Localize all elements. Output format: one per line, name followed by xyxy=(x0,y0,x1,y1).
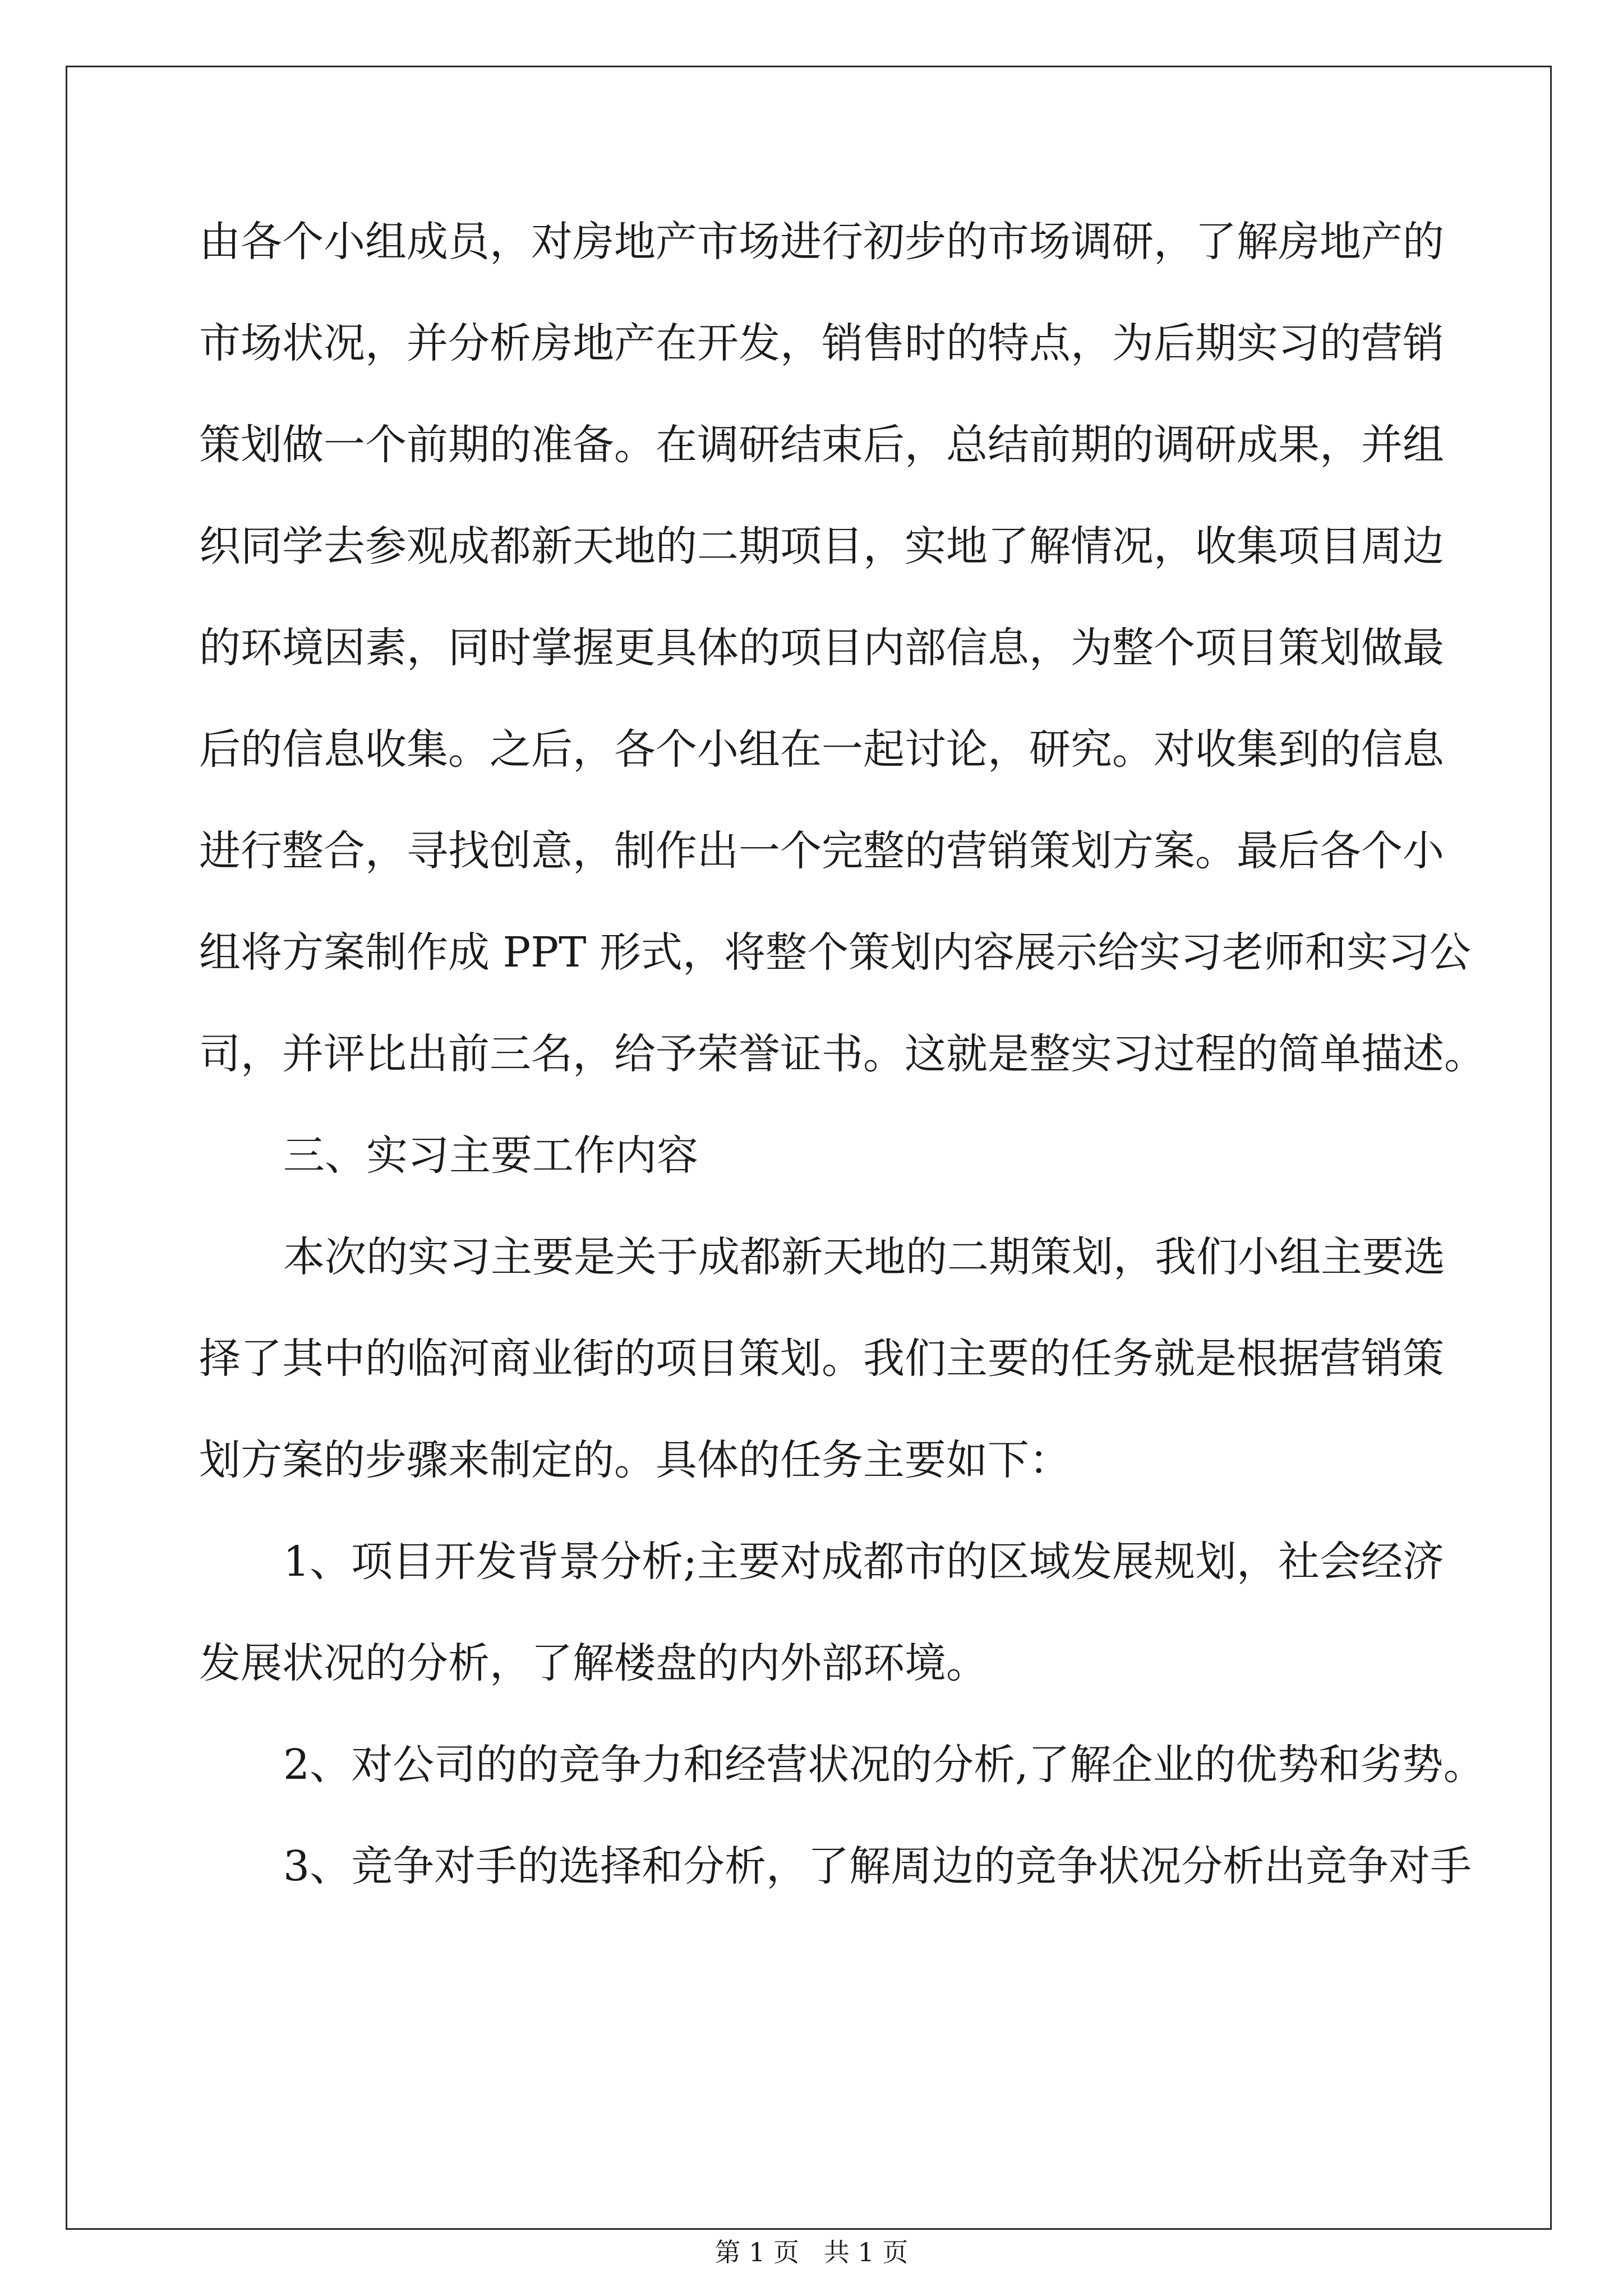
body-line-12: 择了其中的临河商业街的项目策划。我们主要的任务就是根据营销策 xyxy=(199,1335,1444,1383)
list-item-1-line-2: 发展状况的分析，了解楼盘的内外部环境。 xyxy=(199,1639,988,1687)
page-number-footer: 第 1 页 共 1 页 xyxy=(714,2237,909,2267)
body-line-1: 由各个小组成员，对房地产市场进行初步的市场调研，了解房地产的 xyxy=(199,218,1444,266)
body-line-7: 进行整合，寻找创意，制作出一个完整的营销策划方案。最后各个小 xyxy=(199,827,1444,875)
section-heading: 三、实习主要工作内容 xyxy=(283,1131,698,1180)
body-line-6: 后的信息收集。之后，各个小组在一起讨论，研究。对收集到的信息 xyxy=(199,725,1444,774)
body-line-8: 组将方案制作成 PPT 形式，将整个策划内容展示给实习老师和实习公 xyxy=(199,928,1471,977)
list-item-2: 2、对公司的的竞争力和经营状况的分析,了解企业的优势和劣势。 xyxy=(283,1741,1485,1789)
list-item-1-line-1: 1、项目开发背景分析;主要对成都市的区域发展规划，社会经济 xyxy=(283,1538,1445,1586)
body-line-4: 织同学去参观成都新天地的二期项目，实地了解情况，收集项目周边 xyxy=(199,522,1444,570)
body-line-13: 划方案的步骤来制定的。具体的任务主要如下： xyxy=(199,1436,1071,1484)
body-line-11: 本次的实习主要是关于成都新天地的二期策划，我们小组主要选 xyxy=(283,1233,1445,1281)
body-line-3: 策划做一个前期的准备。在调研结束后，总结前期的调研成果，并组 xyxy=(199,421,1444,469)
body-line-2: 市场状况，并分析房地产在开发，销售时的特点，为后期实习的营销 xyxy=(199,319,1444,367)
body-line-5: 的环境因素，同时掌握更具体的项目内部信息，为整个项目策划做最 xyxy=(199,624,1444,672)
body-line-9: 司，并评比出前三名，给予荣誉证书。这就是整实习过程的简单描述。 xyxy=(199,1030,1486,1078)
list-item-3-line-1: 3、竞争对手的选择和分析，了解周边的竞争状况分析出竞争对手 xyxy=(283,1842,1472,1890)
